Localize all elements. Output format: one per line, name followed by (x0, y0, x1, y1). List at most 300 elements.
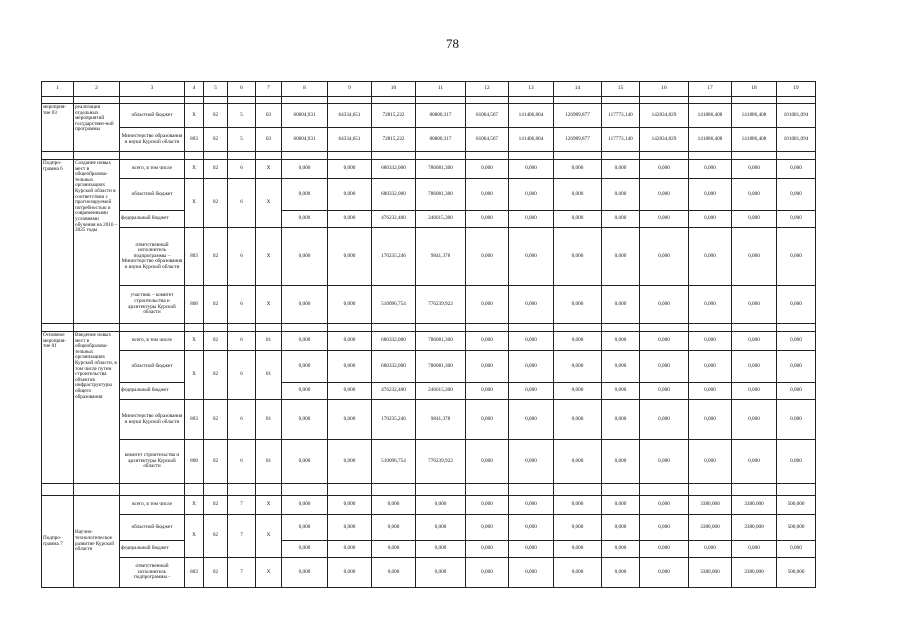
empty-cell (509, 152, 554, 160)
value-cell: 0,000 (509, 179, 554, 211)
empty-cell (120, 484, 185, 496)
value-cell: 0,000 (689, 332, 732, 351)
value-cell: Х (185, 332, 204, 351)
empty-cell (416, 97, 466, 104)
value-cell: 0,000 (282, 440, 328, 484)
value-cell: 02 (204, 128, 228, 152)
column-header: 18 (732, 82, 777, 97)
column-header: 9 (328, 82, 372, 97)
empty-cell (282, 484, 328, 496)
column-header: 6 (228, 82, 256, 97)
empty-cell (777, 324, 816, 332)
value-cell: 0,000 (328, 286, 372, 324)
value-cell: 0,000 (372, 558, 416, 588)
empty-cell (466, 484, 509, 496)
value-cell: 72815,222 (372, 104, 416, 128)
empty-cell (554, 484, 602, 496)
empty-cell (204, 152, 228, 160)
value-cell: 02 (204, 228, 228, 286)
value-cell: 776239,922 (416, 440, 466, 484)
empty-cell (372, 152, 416, 160)
value-cell: 0,000 (509, 541, 554, 558)
value-cell: 0,000 (328, 515, 372, 541)
empty-cell (466, 97, 509, 104)
value-cell: 0,000 (689, 211, 732, 228)
value-cell: 5 (228, 104, 256, 128)
value-cell: областной бюджет (120, 351, 185, 383)
empty-cell (42, 152, 74, 160)
empty-cell (689, 484, 732, 496)
empty-cell (256, 484, 282, 496)
value-cell: 6 (228, 400, 256, 440)
value-cell: 02 (204, 558, 228, 588)
empty-cell (120, 324, 185, 332)
value-cell: 0,000 (282, 211, 328, 228)
value-cell: 476232,400 (372, 211, 416, 228)
value-cell: 60604,931 (282, 128, 328, 152)
value-cell: 0,000 (466, 515, 509, 541)
value-cell: 0,000 (282, 286, 328, 324)
value-cell: 64334,651 (328, 128, 372, 152)
value-cell: 7 (228, 515, 256, 558)
value-cell: 6 (228, 179, 256, 228)
value-cell: 0,000 (372, 515, 416, 541)
value-cell: 808 (185, 286, 204, 324)
value-cell: Министерство образования и науки Курской области (120, 128, 185, 152)
item-code: мероприя-тие 03 (42, 104, 74, 152)
value-cell: 0,000 (689, 228, 732, 286)
value-cell: 141406,804 (509, 128, 554, 152)
value-cell: 0,000 (554, 228, 602, 286)
value-cell: 0,000 (732, 179, 777, 211)
header-row (42, 82, 816, 97)
item-title: Введение новых мест в общеобразова-тельных организациях Курской области, в том числе путем строительства объектов инфраструктуры общего образования (74, 332, 120, 484)
table-row (42, 400, 816, 440)
empty-cell (328, 152, 372, 160)
value-cell: 776239,922 (416, 286, 466, 324)
value-cell: 0,000 (640, 211, 689, 228)
empty-cell (372, 484, 416, 496)
value-cell: 0,000 (416, 496, 466, 515)
empty-cell (282, 152, 328, 160)
value-cell: 170235,246 (372, 228, 416, 286)
empty-cell (204, 97, 228, 104)
value-cell: 0,000 (554, 211, 602, 228)
value-cell: 0,000 (640, 515, 689, 541)
value-cell: 0,000 (466, 400, 509, 440)
item-title: Научно-технологическое развитие Курской области (74, 496, 120, 588)
value-cell: 0,000 (282, 332, 328, 351)
value-cell: федеральный бюджет (120, 211, 185, 228)
value-cell: 0,000 (689, 440, 732, 484)
table-row (42, 211, 816, 228)
value-cell: 0,000 (328, 496, 372, 515)
empty-cell (256, 97, 282, 104)
value-cell: 01 (256, 332, 282, 351)
value-cell: 786081,300 (416, 351, 466, 383)
value-cell: 0,000 (282, 179, 328, 211)
value-cell: 0,000 (509, 558, 554, 588)
value-cell: 0,000 (328, 440, 372, 484)
value-cell: 0,000 (732, 286, 777, 324)
value-cell: 0,000 (602, 211, 640, 228)
value-cell: 0,000 (689, 383, 732, 400)
value-cell: 0,000 (554, 160, 602, 179)
value-cell: 0,000 (640, 496, 689, 515)
value-cell: 680332,000 (372, 351, 416, 383)
empty-cell (466, 152, 509, 160)
value-cell: 0,000 (282, 383, 328, 400)
value-cell: 0,000 (602, 400, 640, 440)
value-cell: 141886,408 (689, 128, 732, 152)
value-cell: 0,000 (509, 440, 554, 484)
value-cell: Х (185, 496, 204, 515)
value-cell: 0,000 (689, 160, 732, 179)
value-cell: 0,000 (466, 351, 509, 383)
value-cell: 786081,300 (416, 179, 466, 211)
value-cell: 0,000 (689, 286, 732, 324)
value-cell: 02 (204, 351, 228, 400)
value-cell: 60604,931 (282, 104, 328, 128)
value-cell: 0,000 (554, 400, 602, 440)
empty-cell (640, 324, 689, 332)
value-cell: 02 (204, 400, 228, 440)
value-cell: 126989,877 (554, 128, 602, 152)
value-cell: 02 (204, 440, 228, 484)
value-cell: 0,000 (732, 160, 777, 179)
value-cell: 0,000 (602, 541, 640, 558)
empty-cell (204, 484, 228, 496)
value-cell: Х (256, 558, 282, 588)
value-cell: 0,000 (777, 351, 816, 383)
value-cell: ответственный исполнитель подпрограммы - (120, 558, 185, 588)
value-cell: 0,000 (602, 515, 640, 541)
value-cell: 0,000 (732, 541, 777, 558)
value-cell: 0,000 (732, 383, 777, 400)
table-row (42, 332, 816, 351)
empty-cell (602, 152, 640, 160)
value-cell: 0,000 (372, 541, 416, 558)
value-cell: Министерство образования и науки Курской области (120, 400, 185, 440)
value-cell: 101081,094 (777, 104, 816, 128)
column-header: 11 (416, 82, 466, 97)
value-cell: 0,000 (509, 383, 554, 400)
empty-cell (328, 97, 372, 104)
empty-cell (732, 152, 777, 160)
empty-cell (228, 97, 256, 104)
empty-cell (416, 324, 466, 332)
value-cell: 0,000 (282, 351, 328, 383)
value-cell: 0,000 (554, 558, 602, 588)
column-header: 7 (256, 82, 282, 97)
empty-cell (554, 97, 602, 104)
value-cell: 3380,000 (732, 558, 777, 588)
column-header: 15 (602, 82, 640, 97)
table-row (42, 351, 816, 383)
empty-cell (204, 324, 228, 332)
value-cell: 0,000 (689, 400, 732, 440)
value-cell: 0,000 (732, 400, 777, 440)
value-cell: 0,000 (509, 400, 554, 440)
spacer-row (42, 484, 816, 496)
value-cell: 0,000 (416, 558, 466, 588)
empty-cell (120, 97, 185, 104)
value-cell: 0,000 (509, 351, 554, 383)
empty-cell (416, 484, 466, 496)
value-cell: Х (256, 179, 282, 228)
value-cell: 0,000 (509, 286, 554, 324)
empty-cell (509, 324, 554, 332)
value-cell: 0,000 (640, 228, 689, 286)
value-cell: 0,000 (689, 179, 732, 211)
empty-cell (282, 324, 328, 332)
value-cell: 0,000 (689, 541, 732, 558)
value-cell: 0,000 (328, 558, 372, 588)
value-cell: 81064,567 (466, 128, 509, 152)
value-cell: 0,000 (732, 211, 777, 228)
value-cell: 6 (228, 332, 256, 351)
value-cell: 0,000 (466, 541, 509, 558)
empty-cell (74, 97, 120, 104)
value-cell: участник – комитет строительства и архитектуры Курской области (120, 286, 185, 324)
value-cell: 03 (256, 104, 282, 128)
value-cell: 0,000 (416, 541, 466, 558)
empty-cell (416, 152, 466, 160)
table-row (42, 383, 816, 400)
empty-cell (732, 324, 777, 332)
value-cell: областной бюджет (120, 179, 185, 211)
value-cell: Х (185, 179, 204, 228)
value-cell: 0,000 (640, 541, 689, 558)
value-cell: 0,000 (602, 383, 640, 400)
value-cell: 0,000 (777, 228, 816, 286)
value-cell: 02 (204, 160, 228, 179)
table-row (42, 228, 816, 286)
value-cell: 0,000 (466, 440, 509, 484)
empty-cell (732, 484, 777, 496)
value-cell: 72815,222 (372, 128, 416, 152)
table-row (42, 128, 816, 152)
empty-cell (777, 484, 816, 496)
empty-cell (509, 97, 554, 104)
value-cell: 500,000 (777, 496, 816, 515)
value-cell: 101081,094 (777, 128, 816, 152)
value-cell: 0,000 (602, 332, 640, 351)
value-cell: 246615,300 (416, 211, 466, 228)
value-cell: 02 (204, 104, 228, 128)
value-cell: 0,000 (282, 541, 328, 558)
value-cell: 0,000 (466, 211, 509, 228)
value-cell: 6 (228, 160, 256, 179)
value-cell: 117773,140 (602, 128, 640, 152)
value-cell: 476232,400 (372, 383, 416, 400)
empty-cell (42, 324, 74, 332)
value-cell: 117773,140 (602, 104, 640, 128)
value-cell: 0,000 (554, 179, 602, 211)
value-cell: 500,000 (777, 515, 816, 541)
value-cell: Х (256, 286, 282, 324)
table-row (42, 104, 816, 128)
value-cell: 0,000 (372, 496, 416, 515)
value-cell: 142834,829 (640, 128, 689, 152)
empty-cell (282, 97, 328, 104)
value-cell: федеральный бюджет (120, 383, 185, 400)
value-cell: 64334,651 (328, 104, 372, 128)
item-code: Основное мероприя-тие 01 (42, 332, 74, 484)
value-cell: 0,000 (509, 228, 554, 286)
value-cell: 0,000 (602, 286, 640, 324)
value-cell: 0,000 (777, 160, 816, 179)
empty-cell (74, 484, 120, 496)
empty-cell (640, 97, 689, 104)
column-header: 5 (204, 82, 228, 97)
item-title: Создание новых мест в общеобразова-тельных организациях Курской области в соответствии с прогнозируемой потребностью и современными условиями обучения на 2016 – 2025 годы (74, 160, 120, 324)
value-cell: 0,000 (777, 332, 816, 351)
empty-cell (372, 324, 416, 332)
value-cell: 0,000 (554, 351, 602, 383)
empty-cell (185, 484, 204, 496)
value-cell: 510096,754 (372, 286, 416, 324)
value-cell: 786081,300 (416, 332, 466, 351)
spacer-row (42, 97, 816, 104)
value-cell: федеральный бюджет (120, 541, 185, 558)
value-cell: 0,000 (282, 558, 328, 588)
empty-cell (640, 152, 689, 160)
value-cell: 0,000 (466, 179, 509, 211)
value-cell: 0,000 (777, 286, 816, 324)
value-cell: ответственный исполнитель подпрограммы – Министерство образования и науки Курской области (120, 228, 185, 286)
value-cell: 0,000 (554, 332, 602, 351)
empty-cell (74, 152, 120, 160)
empty-cell (554, 324, 602, 332)
item-code: Подпро-грамма 7 (42, 496, 74, 588)
value-cell: 0,000 (328, 351, 372, 383)
value-cell: 02 (204, 515, 228, 558)
value-cell: 0,000 (328, 179, 372, 211)
value-cell: 0,000 (328, 228, 372, 286)
value-cell: 0,000 (466, 286, 509, 324)
value-cell: 0,000 (554, 440, 602, 484)
value-cell: 0,000 (732, 228, 777, 286)
value-cell: 0,000 (640, 332, 689, 351)
value-cell: 7 (228, 496, 256, 515)
value-cell: 0,000 (328, 211, 372, 228)
empty-cell (228, 324, 256, 332)
value-cell: 0,000 (466, 383, 509, 400)
empty-cell (777, 97, 816, 104)
value-cell: Х (185, 104, 204, 128)
value-cell: Х (185, 160, 204, 179)
value-cell: 0,000 (640, 351, 689, 383)
value-cell: 141886,408 (732, 104, 777, 128)
value-cell: 0,000 (509, 211, 554, 228)
column-header: 3 (120, 82, 185, 97)
budget-table (41, 81, 816, 588)
value-cell: 0,000 (640, 440, 689, 484)
empty-cell (689, 324, 732, 332)
table-row (42, 440, 816, 484)
column-header: 4 (185, 82, 204, 97)
empty-cell (372, 97, 416, 104)
value-cell: 0,000 (602, 351, 640, 383)
value-cell: 0,000 (328, 383, 372, 400)
value-cell: 0,000 (509, 496, 554, 515)
value-cell: 0,000 (554, 496, 602, 515)
value-cell: 0,000 (466, 332, 509, 351)
value-cell: 0,000 (554, 515, 602, 541)
spacer-row (42, 324, 816, 332)
value-cell: 80880,317 (416, 128, 466, 152)
value-cell: 0,000 (640, 383, 689, 400)
empty-cell (689, 97, 732, 104)
empty-cell (554, 152, 602, 160)
value-cell: 3380,000 (689, 496, 732, 515)
value-cell: 0,000 (640, 286, 689, 324)
value-cell: 0,000 (777, 440, 816, 484)
value-cell: 141406,804 (509, 104, 554, 128)
column-header: 14 (554, 82, 602, 97)
value-cell: 6 (228, 440, 256, 484)
value-cell: 0,000 (328, 160, 372, 179)
value-cell: 126989,877 (554, 104, 602, 128)
empty-cell (777, 152, 816, 160)
value-cell: 680332,000 (372, 179, 416, 211)
value-cell: 0,000 (732, 351, 777, 383)
column-header: 13 (509, 82, 554, 97)
value-cell: 0,000 (732, 332, 777, 351)
spacer-row (42, 152, 816, 160)
value-cell: 0,000 (689, 351, 732, 383)
value-cell: 0,000 (466, 496, 509, 515)
empty-cell (328, 484, 372, 496)
value-cell: 02 (204, 286, 228, 324)
value-cell: 0,000 (777, 541, 816, 558)
value-cell: 7 (228, 558, 256, 588)
value-cell: 803 (185, 228, 204, 286)
value-cell: 80880,317 (416, 104, 466, 128)
value-cell: 680332,000 (372, 332, 416, 351)
value-cell: 02 (204, 179, 228, 228)
item-code: Подпро-грамма 6 (42, 160, 74, 324)
empty-cell (602, 324, 640, 332)
value-cell: 803 (185, 128, 204, 152)
value-cell: 3380,000 (689, 515, 732, 541)
empty-cell (466, 324, 509, 332)
empty-cell (509, 484, 554, 496)
value-cell: 0,000 (466, 160, 509, 179)
column-header: 10 (372, 82, 416, 97)
value-cell: 9841,378 (416, 228, 466, 286)
empty-cell (602, 484, 640, 496)
table-row (42, 515, 816, 541)
value-cell: областной бюджет (120, 104, 185, 128)
value-cell: 3380,000 (732, 515, 777, 541)
table-row (42, 286, 816, 324)
empty-cell (732, 97, 777, 104)
value-cell: 5 (228, 128, 256, 152)
value-cell: 0,000 (732, 440, 777, 484)
item-title: реализация отдельных мероприятий государствен-ной программы (74, 104, 120, 152)
value-cell: 0,000 (328, 541, 372, 558)
empty-cell (640, 484, 689, 496)
value-cell: 0,000 (777, 179, 816, 211)
column-header: 17 (689, 82, 732, 97)
value-cell: 01 (256, 440, 282, 484)
value-cell: 0,000 (466, 558, 509, 588)
empty-cell (74, 324, 120, 332)
value-cell: 0,000 (602, 160, 640, 179)
empty-cell (689, 152, 732, 160)
